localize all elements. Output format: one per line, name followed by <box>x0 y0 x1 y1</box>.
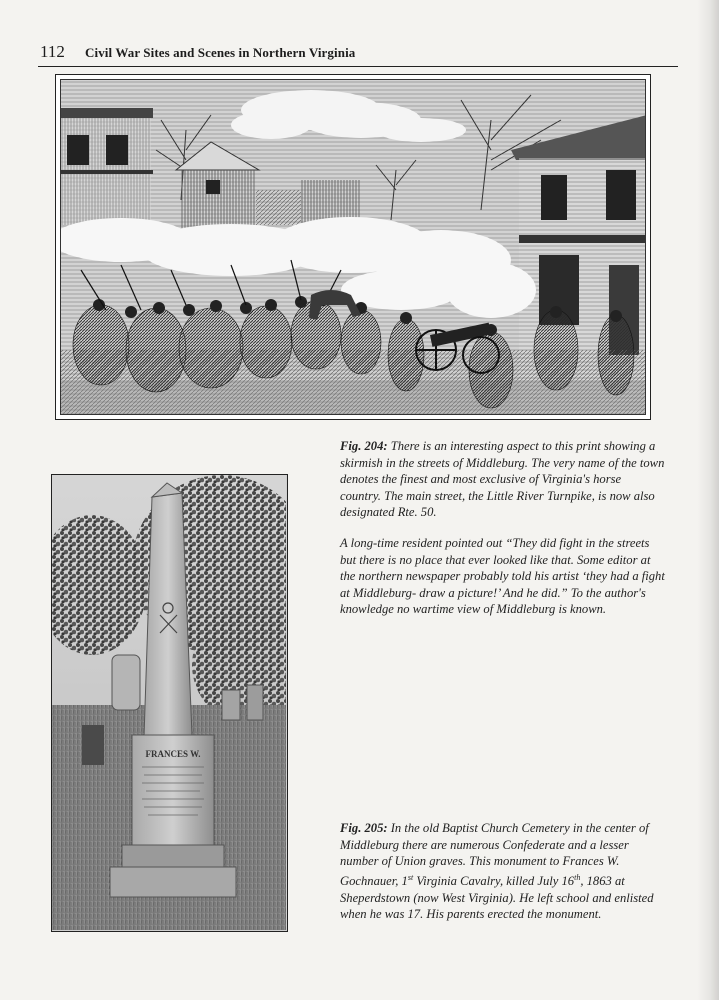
figure-204-caption-text: There is an interesting aspect to this print showing a skirmish in the streets of Middleburg. The very name of the town denotes the finest and most exclusive of Virginia's horse country. The main street, the Little River Turnpike, is now also designated Rte. 50. <box>340 439 665 520</box>
figure-205-caption-text-2: Virginia Cavalry, killed July 16 <box>413 873 575 888</box>
superscript-st: st <box>407 872 414 882</box>
figure-204-frame <box>55 74 651 420</box>
figure-205-caption <box>340 820 670 937</box>
monument-inscription: FRANCES W. <box>145 749 201 759</box>
figure-204-quote: A long-time resident pointed out “They did fight in the streets but there is no place that ever looked like that. Some editor at the northern newspaper probably told his artist ‘they had a fight at Middleburg- draw a picture!’ And he did.” To the author's knowledge no wartime view of Middleburg is known. <box>340 535 665 617</box>
figure-204-engraving <box>60 79 646 415</box>
figure-205-caption-text-1: In the old Baptist Church Cemetery in the center of Middleburg there are numerous Confederate and a lesser number of Union graves. This monument to Frances W. Gochnauer, 1 <box>340 821 649 888</box>
figure-204-caption-paragraph <box>340 438 665 521</box>
page-number: 112 <box>40 42 65 61</box>
page-edge-shadow <box>697 0 719 1000</box>
figure-205-label: Fig. 205: <box>340 821 388 835</box>
running-title: Civil War Sites and Scenes in Northern Virginia <box>85 45 356 60</box>
figure-205-caption-text-3: , 1863 at Sheperdstown (now West Virginia). He left school and enlisted when he was 17. His parents erected the monument. <box>340 873 654 922</box>
figure-204-label: Fig. 204: <box>340 439 388 453</box>
page-header <box>38 40 678 67</box>
figure-205-photo <box>51 474 288 932</box>
figure-204-caption <box>340 438 665 632</box>
figure-205-caption-paragraph <box>340 820 670 923</box>
superscript-th: th <box>574 872 581 882</box>
